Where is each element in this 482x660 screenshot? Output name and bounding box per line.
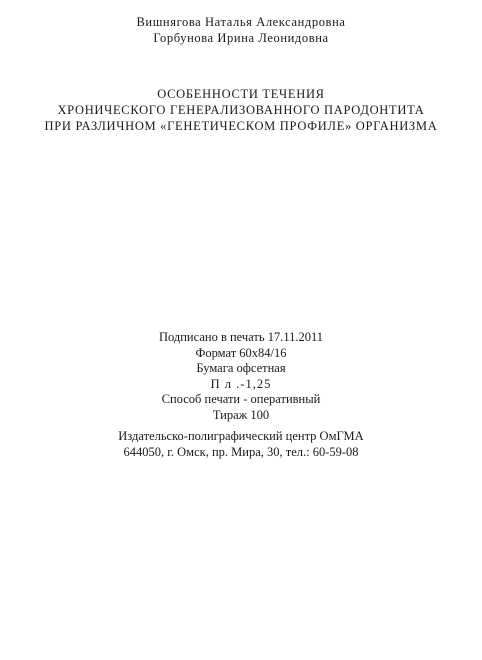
- author-name: Горбунова Ирина Леонидовна: [153, 31, 329, 45]
- publisher-block: [0, 429, 482, 460]
- document-title: [0, 86, 482, 134]
- title-line: ПРИ РАЗЛИЧНОМ «ГЕНЕТИЧЕСКОМ ПРОФИЛЕ» ОРГАНИЗМА: [44, 119, 438, 133]
- print-run: Тираж 100: [212, 407, 270, 422]
- imprint-block: [0, 330, 482, 423]
- printed-sheets: П л .-1,25: [210, 376, 272, 391]
- publisher-address: 644050, г. Омск, пр. Мира, 30, тел.: 60-59-08: [123, 444, 359, 459]
- paper-format: Формат 60х84/16: [195, 345, 287, 360]
- title-line: ОСОБЕННОСТИ ТЕЧЕНИЯ: [157, 87, 325, 101]
- signed-date: Подписано в печать 17.11.2011: [158, 330, 324, 344]
- paper-type: Бумага офсетная: [196, 361, 286, 375]
- title-line: ХРОНИЧЕСКОГО ГЕНЕРАЛИЗОВАННОГО ПАРОДОНТИТА: [57, 103, 425, 117]
- author-name: Вишнягова Наталья Александровна: [136, 15, 346, 29]
- publisher-name: Издательско-полиграфический центр ОмГМА: [118, 429, 364, 443]
- authors-block: [0, 14, 482, 46]
- printing-method: Способ печати - оперативный: [161, 392, 321, 406]
